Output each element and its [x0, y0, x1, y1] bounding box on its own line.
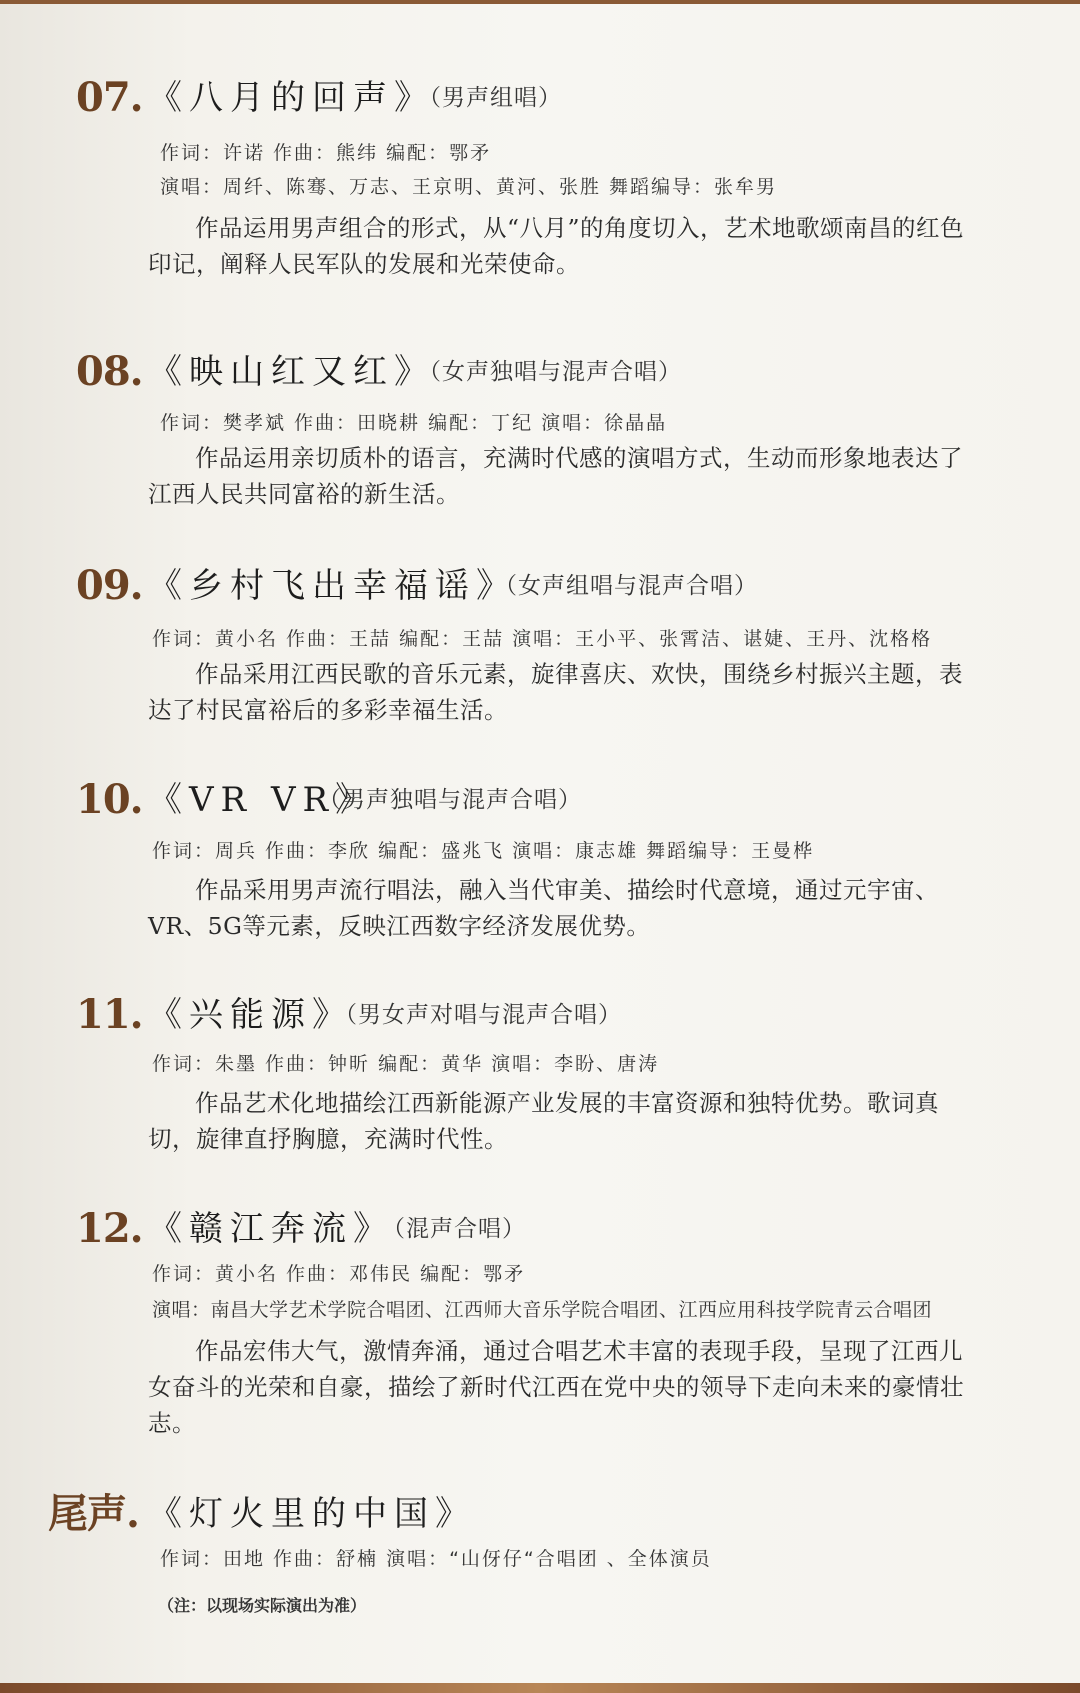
program-title-line	[0, 770, 1080, 830]
program-item	[0, 1199, 1080, 1437]
credits-line: 作词：田地 作曲：舒楠 演唱：“山伢仔“合唱团 、全体演员	[160, 1548, 712, 1570]
song-title: 《赣江奔流》	[148, 1209, 394, 1249]
credits-line: 作词：黄小名 作曲：邓伟民 编配：鄂矛	[152, 1263, 526, 1285]
program-number: 09.	[76, 562, 143, 609]
program-description: 作品宏伟大气，激情奔涌，通过合唱艺术丰富的表现手段，呈现了江西儿女奋斗的光荣和自豪，描绘了新时代江西在党中央的领导下走向未来的豪情壮志。	[148, 1337, 964, 1437]
credits-line: 作词：许诺 作曲：熊纬 编配：鄂矛	[160, 142, 492, 164]
credits-line: 作词：周兵 作曲：李欣 编配：盛兆飞 演唱：康志雄 舞蹈编导：王曼桦	[152, 840, 815, 862]
program-number: 08.	[76, 348, 143, 395]
program-item	[0, 342, 1080, 508]
program-number: 12.	[76, 1205, 143, 1252]
song-genre: （男女声对唱与混声合唱）	[334, 1002, 622, 1028]
program-item	[0, 985, 1080, 1153]
song-title: 《八月的回声》	[148, 78, 435, 118]
song-title: 《映山红又红》	[148, 352, 435, 392]
footnote: （注：以现场实际演出为准）	[158, 1596, 367, 1615]
program-title-line	[0, 985, 1080, 1045]
program-description: 作品运用亲切质朴的语言，充满时代感的演唱方式，生动而形象地表达了江西人民共同富裕的新生活。	[148, 444, 963, 508]
program-description: 作品采用江西民歌的音乐元素，旋律喜庆、欢快，围绕乡村振兴主题，表达了村民富裕后的多彩幸福生活。	[148, 660, 963, 724]
song-genre: （男声独唱与混声合唱）	[318, 787, 582, 813]
song-title: 《灯火里的中国》	[148, 1494, 476, 1534]
program-item	[0, 1484, 1080, 1570]
program-title-line	[0, 1484, 1080, 1544]
credits-line: 作词：朱墨 作曲：钟昕 编配：黄华 演唱：李盼、唐涛	[152, 1053, 660, 1075]
program-number: 11.	[76, 991, 143, 1038]
song-genre: （混声合唱）	[382, 1216, 526, 1242]
song-genre: （女声组唱与混声合唱）	[494, 573, 758, 599]
credits-line: 作词：樊孝斌 作曲：田晓耕 编配：丁纪 演唱：徐晶晶	[160, 412, 668, 434]
credits-line: 作词：黄小名 作曲：王喆 编配：王喆 演唱：王小平、张霄洁、谌婕、王丹、沈格格	[152, 628, 933, 650]
program-title-line	[0, 68, 1080, 128]
program-title-line	[0, 1199, 1080, 1259]
song-title: 《兴能源》	[148, 995, 353, 1035]
program-number: 07.	[76, 74, 143, 121]
program-number: 10.	[76, 776, 143, 823]
program-title-line	[0, 342, 1080, 402]
bottom-border	[0, 1683, 1080, 1693]
song-genre: （男声组唱）	[418, 85, 562, 111]
program-description: 作品运用男声组合的形式，从“八月”的角度切入，艺术地歌颂南昌的红色印记，阐释人民军队的发展和光荣使命。	[148, 214, 965, 278]
program-item	[0, 770, 1080, 940]
program-item	[0, 556, 1080, 724]
credits-line: 演唱：周纤、陈骞、万志、王京明、黄河、张胜 舞蹈编导：张牟男	[160, 176, 778, 198]
program-description: 作品艺术化地描绘江西新能源产业发展的丰富资源和独特优势。歌词真切，旋律直抒胸臆，充满时代性。	[148, 1089, 939, 1153]
song-genre: （女声独唱与混声合唱）	[418, 359, 682, 385]
program-description: 作品采用男声流行唱法，融入当代审美、描绘时代意境，通过元宇宙、VR、5G等元素，反映江西数字经济发展优势。	[148, 876, 939, 940]
credits-line: 演唱：南昌大学艺术学院合唱团、江西师大音乐学院合唱团、江西应用科技学院青云合唱团	[152, 1299, 933, 1321]
song-title: 《乡村飞出幸福谣》	[148, 566, 517, 606]
top-border	[0, 0, 1080, 4]
program-title-line	[0, 556, 1080, 616]
program-item	[0, 68, 1080, 278]
song-title: 《VR VR》	[148, 780, 377, 820]
program-number: 尾声.	[48, 1490, 139, 1537]
